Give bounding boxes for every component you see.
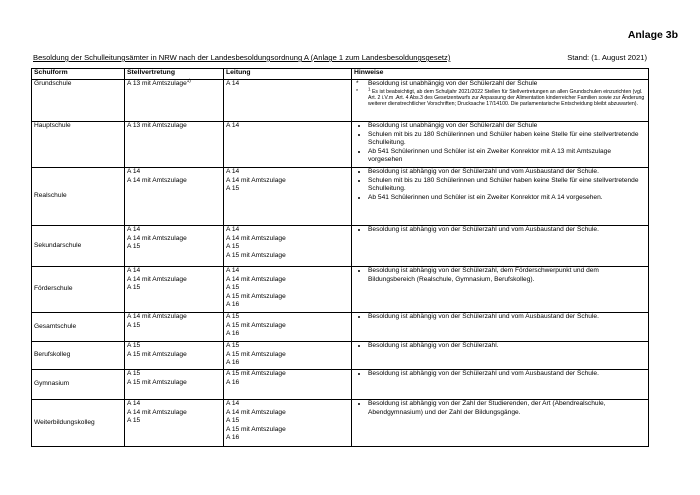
cell-stellvertretung: A 15 A 15 mit Amtszulage [125, 370, 224, 400]
document-title: Besoldung der Schulleitungsämter in NRW nach der Landesbesoldungsordnung A (Anlage 1 zum Landesbesoldungsgesetz) [33, 53, 451, 62]
list-item: • Besoldung ist abhängig von der Schülerzahl und vom Ausbaustand der Schule. [368, 370, 646, 379]
list-item: • Ab 541 Schülerinnen und Schüler ist ein Zweiter Konrektor mit A 13 mit Amtszulage vorgesehen [368, 148, 646, 165]
cell-schulform: Gesamtschule [32, 313, 125, 342]
cell-stellvertretung: A 14 A 14 mit Amtszulage A 15 [125, 267, 224, 313]
cell-leitung: A 14 A 14 mit Amtszulage A 15 [224, 168, 352, 226]
cell-schulform: Realschule [32, 168, 125, 226]
table-row [32, 342, 649, 370]
cell-stellvertretung: A 14 A 14 mit Amtszulage [125, 168, 224, 226]
table-header-row [32, 69, 649, 80]
list-item: • Besoldung ist unabhängig von der Schülerzahl der Schule [368, 122, 646, 131]
cell-leitung: A 14 A 14 mit Amtszulage A 15 A 15 mit Amtszulage [224, 226, 352, 267]
cell-stellvertretung: A 14 A 14 mit Amtszulage A 15 [125, 400, 224, 447]
cell-schulform: Hauptschule [32, 122, 125, 168]
cell-schulform: Förderschule [32, 267, 125, 313]
column-header-leitung: Leitung [224, 69, 352, 80]
list-item: • Besoldung ist abhängig von der Schülerzahl und vom Ausbaustand der Schule. [368, 226, 646, 235]
cell-hinweise [352, 400, 649, 447]
cell-hinweise [352, 342, 649, 370]
footnote-text: * $^1$ Es ist beabsichtigt, ab dem Schuljahr 2021/2022 Stellen für Stellvertretungen an allen Grundschulen einzurichten (vgl. Art. 2 i.V.m .Art. 4 Abs.3 des Gesetzentwurfs zur Anpassung der Alimentation kinderreicher Familien sowie zur Änderung weiterer dienstrechtlicher Vorschriften; Drucksache 17/14100. Die parlamentarische Entscheidung bleibt abzuwarten). [368, 89, 646, 108]
cell-schulform: Grundschule [32, 80, 125, 122]
table-row [32, 226, 649, 267]
footnote-marker: 1) [186, 77, 191, 83]
cell-hinweise [352, 168, 649, 226]
cell-hinweise [352, 80, 649, 122]
cell-leitung: A 15 mit Amtszulage A 16 [224, 370, 352, 400]
table-row [32, 80, 649, 122]
column-header-hinweise: Hinweise [352, 69, 649, 80]
cell-hinweise [352, 267, 649, 313]
cell-stellvertretung: A 15 A 15 mit Amtszulage [125, 342, 224, 370]
list-item: • Besoldung ist abhängig von der Schülerzahl und vom Ausbaustand der Schule. [368, 168, 646, 177]
cell-stellvertretung: A 14 mit Amtszulage A 15 [125, 313, 224, 342]
table-row [32, 122, 649, 168]
cell-stellvertretung: A 13 mit Amtszulage [125, 122, 224, 168]
cell-hinweise [352, 122, 649, 168]
cell-schulform: Gymnasium [32, 370, 125, 400]
table-row [32, 313, 649, 342]
cell-leitung: A 15 A 15 mit Amtszulage A 16 [224, 313, 352, 342]
list-item: • Besoldung ist abhängig von der Schülerzahl. [368, 342, 646, 351]
list-item: • Ab 541 Schülerinnen und Schüler ist ein Zweiter Konrektor mit A 14 vorgesehen. [368, 194, 646, 203]
list-item: • Besoldung ist abhängig von der Schülerzahl, dem Förderschwerpunkt und dem Bildungsbereich (Realschule, Gymnasium, Berufskolleg). [368, 267, 646, 284]
cell-hinweise [352, 313, 649, 342]
status-date: Stand: (1. August 2021) [567, 53, 647, 62]
list-item: • Schulen mit bis zu 180 Schülerinnen und Schüler haben keine Stelle für eine stellvertretende Schulleitung. [368, 177, 646, 194]
table-row [32, 267, 649, 313]
cell-hinweise [352, 226, 649, 267]
cell-stellvertretung: A 14 A 14 mit Amtszulage A 15 [125, 226, 224, 267]
cell-schulform: Berufskolleg [32, 342, 125, 370]
cell-schulform: Sekundarschule [32, 226, 125, 267]
list-item: • Schulen mit bis zu 180 Schülerinnen und Schüler haben keine Stelle für eine stellvertretende Schulleitung. [368, 131, 646, 148]
table-row [32, 400, 649, 447]
cell-leitung: A 14 A 14 mit Amtszulage A 15 A 15 mit Amtszulage A 16 [224, 267, 352, 313]
list-item: * Besoldung ist unabhängig von der Schülerzahl der Schule [368, 80, 646, 89]
cell-schulform: Weiterbildungskolleg [32, 400, 125, 447]
table-row [32, 168, 649, 226]
cell-leitung: A 14 [224, 122, 352, 168]
cell-stellvertretung: A 13 mit Amtszulage$^{1)}$ [125, 80, 224, 122]
annex-label: Anlage 3b [627, 29, 678, 41]
table-row [32, 370, 649, 400]
column-header-schulform: Schulform [32, 69, 125, 80]
cell-leitung: A 15 A 15 mit Amtszulage A 16 [224, 342, 352, 370]
cell-leitung: A 14 [224, 80, 352, 122]
cell-leitung: A 14 A 14 mit Amtszulage A 15 A 15 mit Amtszulage A 16 [224, 400, 352, 447]
list-item: • Besoldung ist abhängig von der Zahl der Studierenden, der Art (Abendrealschule, Abendgymnasium) und der Zahl der Bildungsgänge. [368, 400, 646, 417]
list-item: • Besoldung ist abhängig von der Schülerzahl und vom Ausbaustand der Schule. [368, 313, 646, 322]
cell-hinweise [352, 370, 649, 400]
column-header-stellvertretung: Stellvertretung [125, 69, 224, 80]
document-heading [33, 53, 647, 62]
salary-table [31, 68, 649, 447]
